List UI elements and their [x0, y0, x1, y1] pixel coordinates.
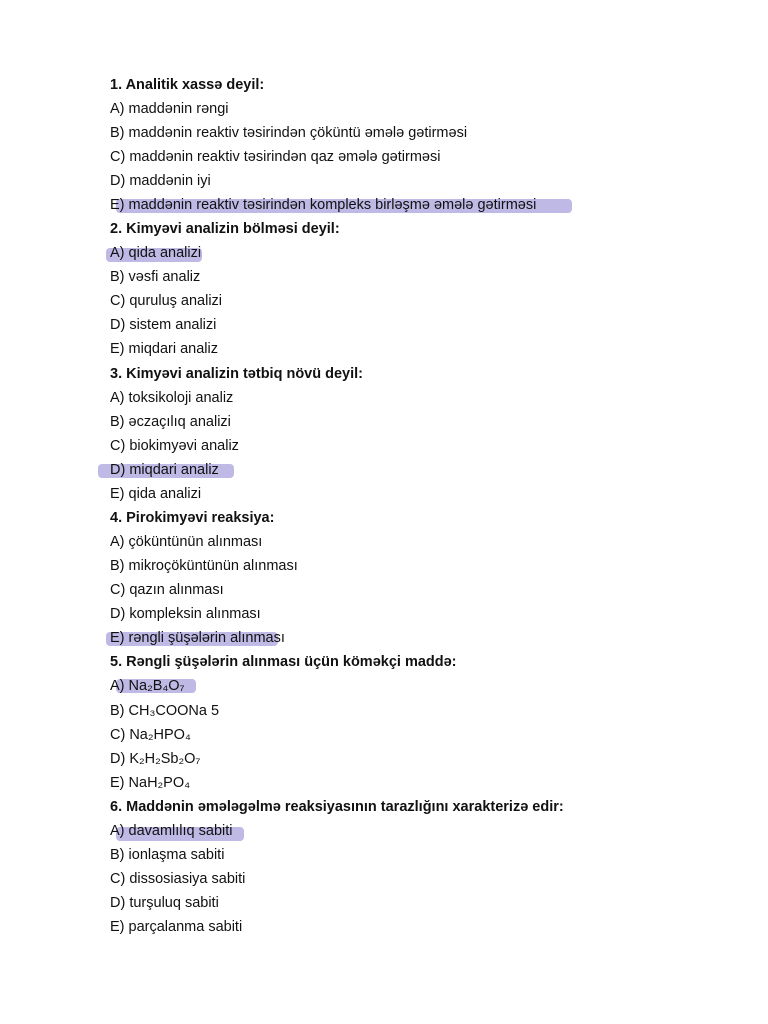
question-title: 4. Pirokimyəvi reaksiya:: [110, 510, 275, 526]
answer-option: A) çöküntünün alınması: [110, 534, 263, 550]
answer-option: C) biokimyəvi analiz: [110, 438, 239, 454]
question-title: 3. Kimyəvi analizin tətbiq növü deyil:: [110, 366, 363, 382]
answer-option: B) CH₃COONa 5: [110, 703, 220, 719]
answer-option: C) qazın alınması: [110, 582, 224, 598]
question-title: 6. Maddənin əmələgəlmə reaksiyasının tarazlığını xarakterizə edir:: [110, 799, 564, 815]
answer-option: B) maddənin reaktiv təsirindən çöküntü əmələ gətirməsi: [110, 125, 468, 141]
answer-option: B) vəsfi analiz: [110, 269, 201, 285]
answer-option: C) Na₂HPO₄: [110, 727, 191, 743]
answer-option: D) kompleksin alınması: [110, 606, 261, 622]
answer-option: B) ionlaşma sabiti: [110, 847, 225, 863]
answer-option-highlighted: A) qida analizi: [110, 245, 202, 261]
answer-option: D) sistem analizi: [110, 317, 217, 333]
answer-option: D) K₂H₂Sb₂O₇: [110, 751, 201, 767]
answer-option-highlighted: A) davamlılıq sabiti: [110, 823, 233, 839]
question-title: 5. Rəngli şüşələrin alınması üçün köməkçi maddə:: [110, 654, 457, 670]
answer-option: B) əczaçılıq analizi: [110, 414, 231, 430]
answer-option-highlighted: D) miqdari analiz: [110, 462, 219, 478]
answer-option: D) maddənin iyi: [110, 173, 211, 189]
question-title: 1. Analitik xassə deyil:: [110, 77, 265, 93]
answer-option-highlighted: A) Na₂B₄O₇: [110, 678, 185, 694]
answer-option: A) toksikoloji analiz: [110, 390, 234, 406]
answer-option: E) parçalanma sabiti: [110, 919, 243, 935]
answer-option: E) miqdari analiz: [110, 341, 218, 357]
answer-option: C) maddənin reaktiv təsirindən qaz əmələ gətirməsi: [110, 149, 441, 165]
question-title: 2. Kimyəvi analizin bölməsi deyil:: [110, 221, 340, 237]
answer-option: E) NaH₂PO₄: [110, 775, 191, 791]
answer-option-highlighted: E) rəngli şüşələrin alınması: [110, 630, 285, 646]
answer-option: B) mikroçöküntünün alınması: [110, 558, 298, 574]
answer-option: C) quruluş analizi: [110, 293, 223, 309]
answer-option: C) dissosiasiya sabiti: [110, 871, 246, 887]
answer-option: D) turşuluq sabiti: [110, 895, 219, 911]
answer-option: E) qida analizi: [110, 486, 202, 502]
answer-option-highlighted: E) maddənin reaktiv təsirindən kompleks birləşmə əmələ gətirməsi: [110, 197, 537, 213]
answer-option: A) maddənin rəngi: [110, 101, 229, 117]
